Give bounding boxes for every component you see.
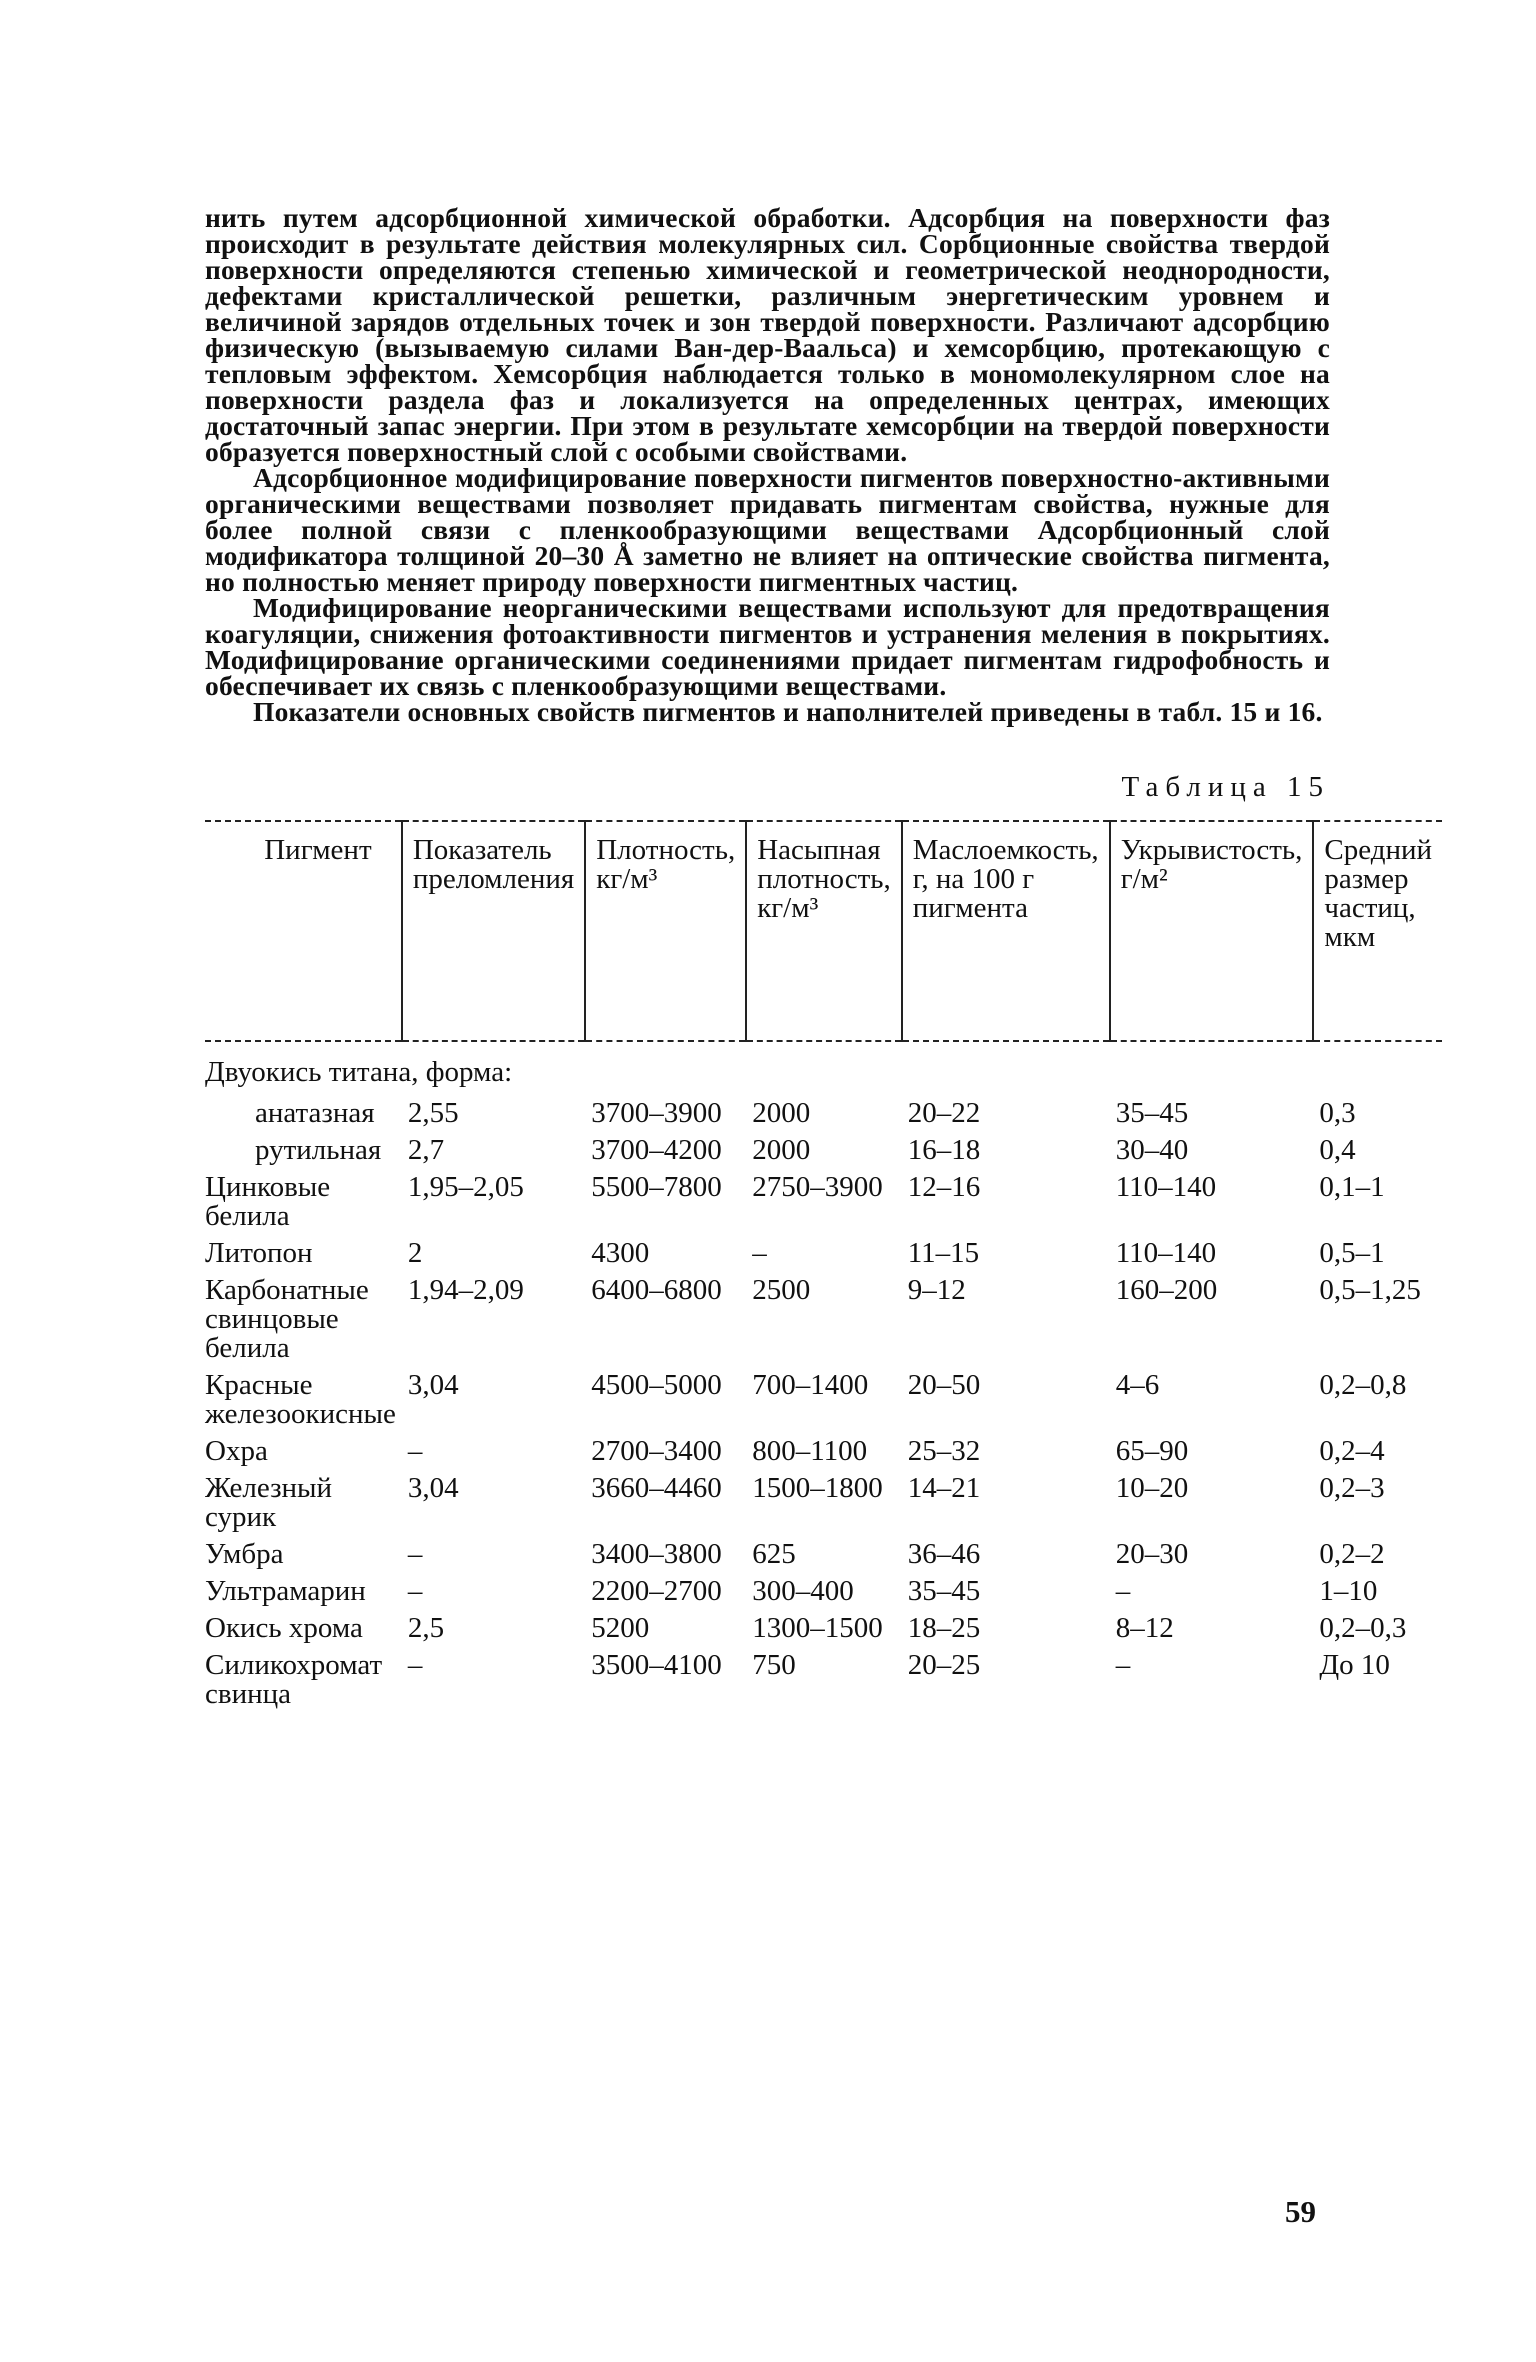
cell-particle-size: 0,2–2 bbox=[1319, 1538, 1385, 1570]
cell-hiding-power: 8–12 bbox=[1115, 1612, 1174, 1644]
cell-refraction: 2,7 bbox=[407, 1134, 445, 1166]
cell-oil-absorption: 18–25 bbox=[907, 1612, 981, 1644]
cell-hiding-power: 4–6 bbox=[1115, 1369, 1160, 1401]
cell-oil-absorption: 35–45 bbox=[907, 1575, 981, 1607]
cell-density: 3400–3800 bbox=[591, 1538, 722, 1570]
cell-pigment: Силикохромат свинца bbox=[205, 1649, 383, 1710]
table-row bbox=[205, 1367, 1442, 1433]
cell-density: 5200 bbox=[591, 1612, 650, 1644]
cell-hiding-power: – bbox=[1115, 1575, 1131, 1607]
cell-bulk-density: 750 bbox=[752, 1649, 796, 1681]
cell-refraction: 3,04 bbox=[407, 1369, 459, 1401]
cell-hiding-power: – bbox=[1115, 1649, 1131, 1681]
cell-particle-size: 1–10 bbox=[1319, 1575, 1378, 1607]
cell-particle-size: 0,2–0,3 bbox=[1319, 1612, 1407, 1644]
cell-pigment: Ультрамарин bbox=[205, 1575, 366, 1607]
cell-oil-absorption: 25–32 bbox=[907, 1435, 981, 1467]
cell-bulk-density: 1500–1800 bbox=[752, 1472, 883, 1504]
cell-particle-size: 0,1–1 bbox=[1319, 1171, 1385, 1203]
table-row bbox=[205, 1433, 1442, 1470]
cell-bulk-density: 2000 bbox=[752, 1097, 811, 1129]
table-header-row bbox=[205, 821, 1442, 1041]
cell-refraction: – bbox=[407, 1435, 423, 1467]
cell-pigment: Литопон bbox=[205, 1237, 313, 1269]
cell-particle-size: 0,2–4 bbox=[1319, 1435, 1385, 1467]
cell-pigment: Охра bbox=[205, 1435, 268, 1467]
cell-oil-absorption: 12–16 bbox=[907, 1171, 981, 1203]
pigment-properties-table bbox=[205, 820, 1442, 1713]
cell-hiding-power: 160–200 bbox=[1115, 1274, 1218, 1306]
cell-hiding-power: 20–30 bbox=[1115, 1538, 1189, 1570]
cell-density: 4300 bbox=[591, 1237, 650, 1269]
table-row bbox=[205, 1647, 1442, 1713]
cell-hiding-power: 65–90 bbox=[1115, 1435, 1189, 1467]
cell-pigment: Цинковые белила bbox=[205, 1171, 331, 1232]
table-row bbox=[205, 1536, 1442, 1573]
cell-pigment: Железный сурик bbox=[205, 1472, 333, 1533]
cell-oil-absorption: 20–25 bbox=[907, 1649, 981, 1681]
cell-density: 2200–2700 bbox=[591, 1575, 722, 1607]
cell-particle-size: 0,3 bbox=[1319, 1097, 1356, 1129]
cell-pigment: Умбра bbox=[205, 1538, 284, 1570]
table-row bbox=[205, 1095, 1442, 1132]
table-row bbox=[205, 1272, 1442, 1367]
cell-density: 2700–3400 bbox=[591, 1435, 722, 1467]
header-particle-size: Средний размер частиц, мкм bbox=[1313, 821, 1442, 1041]
cell-hiding-power: 10–20 bbox=[1115, 1472, 1189, 1504]
cell-pigment: Карбонатные свинцовые белила bbox=[205, 1274, 369, 1364]
cell-oil-absorption: 14–21 bbox=[907, 1472, 981, 1504]
cell-hiding-power: 110–140 bbox=[1115, 1237, 1217, 1269]
header-hiding-power: Укрывистость, г/м² bbox=[1110, 821, 1314, 1041]
cell-particle-size: 0,2–3 bbox=[1319, 1472, 1385, 1504]
cell-bulk-density: 625 bbox=[752, 1538, 796, 1570]
cell-bulk-density: 2750–3900 bbox=[752, 1171, 883, 1203]
header-oil-absorption: Маслоемкость, г, на 100 г пигмента bbox=[902, 821, 1110, 1041]
cell-refraction: – bbox=[407, 1538, 423, 1570]
header-bulk-density: Насыпная плотность, кг/м³ bbox=[746, 821, 902, 1041]
cell-pigment: анатазная bbox=[255, 1097, 375, 1129]
cell-particle-size: 0,5–1,25 bbox=[1319, 1274, 1421, 1306]
cell-hiding-power: 30–40 bbox=[1115, 1134, 1189, 1166]
page-number: 59 bbox=[1285, 2194, 1316, 2229]
paragraph-1: нить путем адсорбционной химической обработки. Адсорбция на поверхности фаз происходит в результате действия молекулярных сил. Сорбционные свойства твердой поверхности определяются степенью химической и геометрической неоднородности, дефектами кристаллической решетки, различным энергетическим уровнем и величиной зарядов отдельных точек и зон твердой поверхности. Различают адсорбцию физическую (вызываемую силами Ван-дер-Ваальса) и хемсорбцию, протекающую с тепловым эффектом. Хемсорбция наблюдается только в мономолекулярном слое на поверхности раздела фаз и локализуется на определенных центрах, имеющих достаточный запас энергии. При этом в результате хемсорбции на твердой поверхности образуется поверхностный слой с особыми свойствами. bbox=[205, 202, 1330, 467]
cell-density: 3700–3900 bbox=[591, 1097, 722, 1129]
cell-hiding-power: 110–140 bbox=[1115, 1171, 1217, 1203]
table-row bbox=[205, 1235, 1442, 1272]
cell-oil-absorption: 11–15 bbox=[907, 1237, 980, 1269]
paragraph-3: Модифицирование неорганическими веществами используют для предотвращения коагуляции, снижения фотоактивности пигментов и устранения меления в покрытиях. Модифицирование органическими соединениями придает пигментам гидрофобность и обеспечивает их связь с пленкообразующими веществами. bbox=[205, 592, 1330, 701]
cell-density: 6400–6800 bbox=[591, 1274, 722, 1306]
cell-particle-size: До 10 bbox=[1319, 1649, 1390, 1681]
cell-bulk-density: 1300–1500 bbox=[752, 1612, 883, 1644]
cell-oil-absorption: 20–22 bbox=[907, 1097, 981, 1129]
paragraph-4: Показатели основных свойств пигментов и наполнителей приведены в табл. 15 и 16. bbox=[253, 696, 1323, 727]
table-group-row bbox=[205, 1041, 1442, 1095]
cell-oil-absorption: 9–12 bbox=[907, 1274, 966, 1306]
group-label: Двуокись титана, форма: bbox=[205, 1056, 513, 1088]
cell-density: 3700–4200 bbox=[591, 1134, 722, 1166]
cell-particle-size: 0,2–0,8 bbox=[1319, 1369, 1407, 1401]
table-row bbox=[205, 1610, 1442, 1647]
cell-refraction: 2 bbox=[407, 1237, 423, 1269]
cell-particle-size: 0,5–1 bbox=[1319, 1237, 1385, 1269]
cell-density: 5500–7800 bbox=[591, 1171, 722, 1203]
paragraph-2: Адсорбционное модифицирование поверхности пигментов поверхностно-активными органическими веществами позволяет придавать пигментам свойства, нужные для более полной связи с пленкообразующими веществами Адсорбционный слой модификатора толщиной 20–30 Å заметно не влияет на оптические свойства пигмента, но полностью меняет природу поверхности пигментных частиц. bbox=[205, 462, 1330, 597]
cell-refraction: – bbox=[407, 1649, 423, 1681]
cell-refraction: 1,95–2,05 bbox=[407, 1171, 524, 1203]
header-density: Плотность, кг/м³ bbox=[585, 821, 746, 1041]
cell-refraction: 3,04 bbox=[407, 1472, 459, 1504]
cell-refraction: 1,94–2,09 bbox=[407, 1274, 524, 1306]
cell-bulk-density: 2500 bbox=[752, 1274, 811, 1306]
table-row bbox=[205, 1169, 1442, 1235]
cell-bulk-density: 2000 bbox=[752, 1134, 811, 1166]
table-caption: Таблица 15 bbox=[1121, 771, 1330, 803]
cell-particle-size: 0,4 bbox=[1319, 1134, 1356, 1166]
cell-bulk-density: 800–1100 bbox=[752, 1435, 868, 1467]
cell-density: 3660–4460 bbox=[591, 1472, 722, 1504]
cell-bulk-density: – bbox=[752, 1237, 767, 1269]
cell-refraction: – bbox=[407, 1575, 423, 1607]
cell-oil-absorption: 36–46 bbox=[907, 1538, 981, 1570]
cell-pigment: Красные железоокисные bbox=[205, 1369, 396, 1430]
table-row bbox=[205, 1470, 1442, 1536]
header-refractive-index: Показатель преломления bbox=[402, 821, 585, 1041]
cell-bulk-density: 700–1400 bbox=[752, 1369, 869, 1401]
cell-density: 3500–4100 bbox=[591, 1649, 722, 1681]
cell-pigment: Окись хрома bbox=[205, 1612, 363, 1644]
page-body bbox=[205, 202, 1433, 1713]
cell-density: 4500–5000 bbox=[591, 1369, 722, 1401]
header-pigment: Пигмент bbox=[264, 834, 372, 866]
cell-bulk-density: 300–400 bbox=[752, 1575, 854, 1607]
cell-oil-absorption: 16–18 bbox=[907, 1134, 981, 1166]
cell-oil-absorption: 20–50 bbox=[907, 1369, 981, 1401]
cell-hiding-power: 35–45 bbox=[1115, 1097, 1189, 1129]
table-row bbox=[205, 1132, 1442, 1169]
table-row bbox=[205, 1573, 1442, 1610]
cell-refraction: 2,5 bbox=[407, 1612, 445, 1644]
cell-pigment: рутильная bbox=[255, 1134, 382, 1166]
cell-refraction: 2,55 bbox=[407, 1097, 459, 1129]
